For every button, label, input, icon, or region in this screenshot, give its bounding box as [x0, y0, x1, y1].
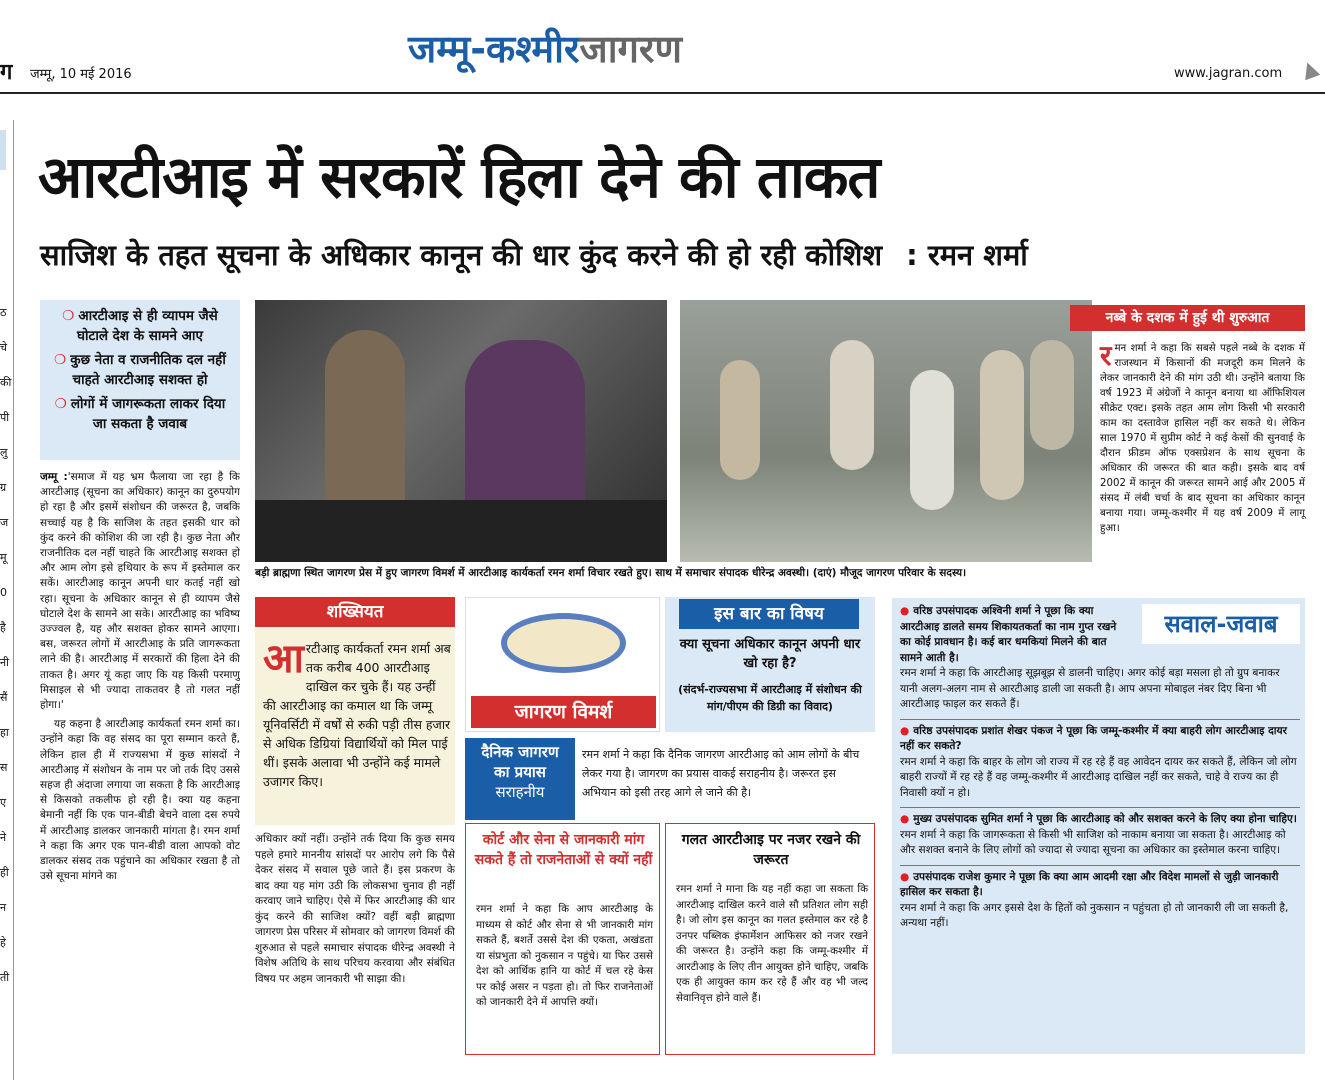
edge-fragment: ठ: [0, 306, 7, 319]
topic-title: इस बार का विषय: [679, 599, 859, 629]
left-edge-strip: [0, 120, 14, 1080]
edge-fragment: 0: [0, 586, 7, 599]
edition-date: जम्मू, 10 मई 2016: [30, 67, 132, 82]
vimarsh-logo: [465, 597, 660, 732]
edge-fragment: मू: [0, 551, 7, 564]
masthead-rule: [0, 92, 1325, 94]
subheadline-speaker: : रमन शर्मा: [906, 238, 1028, 272]
qa-answer: रमन शर्मा ने कहा कि बाहर के लोग जो राज्य में रह रहे हैं वह आवेदन दायर कर सकते हैं, लेकिन जो लोग बाहरी राज्यों में रह रहे हैं वह जम्मू-कश्मीर में आरटीआइ दाखिल नहीं कर सकते, चाहे वे राज्य का ही निवासी क्यों न हो।: [900, 755, 1297, 799]
nineties-box: [1100, 305, 1305, 585]
masthead-left-glyph: ग: [0, 60, 13, 85]
nineties-title: नब्बे के दशक में हुई थी शुरुआत: [1070, 305, 1305, 331]
dateline: जम्मू :: [40, 471, 68, 483]
edge-fragment: ज: [0, 516, 9, 529]
qa-answer: रमन शर्मा ने कहा कि आरटीआइ सूझबूझ से डालनी चाहिए। अगर कोई बड़ा मसला हो तो ग्रुप बनाकर यानी अलग-अलग नाम से आरटीआइ डाली जा सकती है। आप अपना मोबाइल नंबर दिए बिना भी आरटीआइ फाइल कर सकते हैं।: [900, 667, 1280, 710]
qa-question: ● मुख्य उपसंपादक सुमित शर्मा ने पूछा कि आरटीआइ को और सशक्त करने के लिए क्या होना चाहिए।: [900, 813, 1297, 825]
edge-fragment: चे: [0, 341, 7, 354]
nineties-text: रमन शर्मा ने कहा कि सबसे पहले नब्बे के दशक में राजस्थान में किसानों की मजदूरी कम मिलने के लेकर जानकारी देने की मांग उठी थी। उन्होंने बताया कि वर्ष 1923 में अंग्रेजों ने कानून बनाया था ऑफिशियल सीक्रेट एक्ट। इसके तहत आम लोग किसी भी सरकारी काम का दस्तावेज हासिल नहीं कर सकते थे। लेकिन साल 1970 में सुप्रीम कोर्ट ने कई केसों की सुनवाई के दौरान फ्रीडम ऑफ एक्सप्रेशन के साथ सूचना के अधिकार की जरूरत की बात कही। इसके बाद वर्ष 2002 में कानून की जरूरत सामने आई और 2005 में संसद में लंबी चर्चा के बाद सूचना का अधिकार कानून बनाया गया। जम्मू-कश्मीर में यह वर्ष 2009 में लागू हुआ।: [1100, 339, 1305, 534]
highlight-item: ❍ कुछ नेता व राजनीतिक दल नहीं चाहते आरटीआइ सशक्त हो: [54, 352, 226, 388]
topic-context: (संदर्भ-राज्यसभा में आरटीआइ में संशोधन की मांग/पीएम की डिग्री का विवाद): [678, 683, 862, 713]
date: 10 मई 2016: [59, 67, 132, 82]
edition: जम्मू: [30, 67, 52, 82]
middle-column: अधिकार क्यों नहीं। उन्होंने तर्क दिया कि कुछ समय पहले हमारे माननीय सांसदों पर आरोप लगे कि पैसे देकर संसद में सवाल पूछे जाते हैं। इस प्रकरण के बाद क्या यह मांग उठी कि लोकसभा चुनाव ही नहीं करवाए जाने चाहिए। ऐसे में फिर आरटीआइ की धार कुंद करने की साजिश क्यों? वहीं बड़ी ब्राह्मणा जागरण प्रेस परिसर में सोमवार को जागरण विमर्श की शुरुआत से पहले समाचार संपादक धीरेन्द्र अवस्थी ने विशेष अतिथि के साथ परिचय करवाया और संबंधित विषय पर अहम जानकारी भी साझा की।: [255, 833, 455, 985]
subheadline-text: साजिश के तहत सूचना के अधिकार कानून की धार कुंद करने की हो रही कोशिश: [40, 238, 883, 272]
brand-logo: [408, 22, 682, 74]
profile-box: [255, 597, 455, 825]
highlights-box: [40, 300, 240, 460]
court-text: रमन शर्मा ने कहा कि आप आरटीआइ के माध्यम से कोर्ट और सेना से भी जानकारी मांग सकते हैं, बशर्ते उससे देश की एकता, अखंडता या संप्रभुता को नुकसान न पहुंचे। या फिर उससे देश को आर्थिक हानि या कोर्ट में चल रहे केस पर कोई असर न पड़ता हो। तो फिर राजनेताओं को जानकारी देने में आपत्ति क्यों।: [476, 903, 653, 1008]
qa-answer: रमन शर्मा ने कहा कि जागरूकता से किसी भी साजिश को नाकाम बनाया जा सकता है। आरटीआइ को और सशक्त बनाने के लिए लोगों को ज्यादा से ज्यादा सूचना का अधिकार का इस्तेमाल करना चाहिए।: [900, 828, 1286, 856]
profile-text: आरटीआइ कार्यकर्ता रमन शर्मा अब तक करीब 400 आरटीआइ दाखिल कर चुके हैं। यह उन्हीं की आरटीआइ का कमाल था कि जम्मू यूनिवर्सिटी में वर्षों से रुकी पड़ी तीस हजार से अधिक डिग्रियां विद्यार्थियों को मिल पाई थीं। इसके अलावा भी उन्होंने कई मामले उजागर किए।: [263, 636, 451, 789]
qa-question: ● वरिष्ठ उपसंपादक अश्विनी शर्मा ने पूछा कि क्या आरटीआइ डालते समय शिकायतकर्ता का नाम गुप्त रखने का कोई प्रावधान है। कई बार धमकियां मिलने की बात सामने आती है।: [900, 605, 1117, 664]
brand-part2: जागरण: [579, 27, 682, 71]
left-column: [40, 470, 240, 1070]
highlight-item: ❍ लोगों में जागरूकता लाकर दिया जा सकता है जवाब: [54, 396, 226, 432]
wrong-rti-title: गलत आरटीआइ पर नजर रखने की जरूरत: [681, 832, 861, 868]
vimarsh-logo-text: जागरण विमर्श: [471, 696, 656, 728]
qa-answer: रमन शर्मा ने कहा कि अगर इससे देश के हितों को नुकसान न पहुंचता हो तो जानकारी ली जा सकती है, अन्यथा नहीं।: [900, 901, 1289, 929]
edge-fragment: ए: [0, 796, 7, 809]
praise-title-box: [465, 738, 575, 820]
headline: आरटीआइ में सरकारें हिला देने की ताकत: [38, 143, 880, 211]
edge-fragment: हे: [0, 936, 6, 949]
edge-fragment: है: [0, 621, 6, 634]
profile-dropcap: आ: [263, 636, 304, 682]
edge-fragment: हा: [0, 726, 9, 739]
masthead: [0, 0, 1325, 92]
praise-text: रमन शर्मा ने कहा कि दैनिक जागरण आरटीआइ को आम लोगों के बीच लेकर गया है। जागरण का प्रयास वाकई सराहनीय है। जरूरत इस अभियान को इसी तरह आगे ले जाने की है।: [582, 748, 860, 799]
brand-part1: जम्मू-कश्मीर: [408, 27, 580, 71]
subheadline: [40, 235, 1300, 274]
wrong-rti-text: रमन शर्मा ने माना कि यह नहीं कहा जा सकता कि आरटीआइ दाखिल करने वाले सौ प्रतिशत लोग सही है। जो लोग इस कानून का गलत इस्तेमाल कर रहे है उनपर पब्लिक इंफार्मेशन आफिसर को नजर रखने की जरूरत है। उन्होंने कहा कि जम्मू-कश्मीर में आरटीआइ के लिए तीन आयुक्त होने चाहिए, जबकि एक ही आयुक्त काम कर रहे हैं और वह भी जल्द सेवानिवृत्त होने वाले हैं।: [676, 883, 868, 1004]
edge-fragment: सैं: [0, 691, 8, 704]
edge-fragment: ग्र: [0, 481, 7, 494]
body-para-2: यह कहना है आरटीआइ कार्यकर्ता रमन शर्मा का। उन्होंने कहा कि वह संसद का पूरा सम्मान करते हैं, लेकिन हाल ही में राज्यसभा में कुछ सांसदों ने आरटीआइ में संशोधन के नाम पर जो तर्क दिए उससे सहज ही अंदाजा लगाया जा सकता है कि आरटीआइ से किसको तकलीफ हो रही है। क्या यह कहना बेमानी नहीं कि एक पान-बीडी बेचने वाला दस रुपये में आरटीआइ डालकर जानकारी मांगता है। रमन शर्मा ने कहा कि अगर एक पान-बीडी वाला आपको वोट डालकर संसद तक पहुंचाने का अधिकार रखता है तो उसे सूचना मांगने का: [40, 718, 240, 883]
edge-fragment: न: [0, 901, 7, 914]
cursor-icon: [1300, 60, 1321, 81]
nineties-dropcap: र: [1100, 339, 1112, 372]
qa-box: [892, 598, 1305, 1054]
qa-item: [900, 604, 1130, 666]
qa-question: ● उपसंपादक राजेश कुमार ने पूछा कि क्या आम आदमी रक्षा और विदेश मामलों से जुड़ी जानकारी हासिल कर सकता है।: [900, 870, 1279, 898]
qa-list: [900, 604, 1300, 932]
court-box: [465, 823, 660, 1055]
website-url[interactable]: www.jagran.com: [1174, 66, 1283, 81]
photo-caption: बड़ी ब्राह्मणा स्थित जागरण प्रेस में हुए जागरण विमर्श में आरटीआइ कार्यकर्ता रमन शर्मा विचार रखते हुए। साथ में समाचार संपादक धीरेन्द्र अवस्थी। (दाएं) मौजूद जागरण परिवार के सदस्य।: [255, 567, 967, 579]
edge-fragment: स: [0, 761, 8, 774]
wrong-rti-box: [665, 823, 875, 1055]
edge-fragment: लु: [0, 446, 8, 459]
profile-title: शख्सियत: [255, 597, 455, 627]
edge-fragment: ने: [0, 831, 7, 844]
court-title: कोर्ट और सेना से जानकारी मांग सकते हैं तो राजनेताओं से क्यों नहीं: [474, 832, 653, 868]
praise-title-3: सराहनीय: [495, 783, 545, 801]
round-table-icon: [501, 613, 626, 673]
photo-speaker: [255, 300, 667, 562]
edge-fragment: पी: [0, 411, 10, 424]
photo-audience: [680, 300, 1092, 562]
edge-fragment: ही: [0, 866, 9, 879]
edge-fragment: की: [0, 376, 12, 389]
qa-title: सवाल-जवाब: [1142, 604, 1300, 644]
edge-fragment: ती: [0, 971, 10, 984]
qa-question: ● वरिष्ठ उपसंपादक प्रशांत शेखर पंकज ने पूछा कि जम्मू-कश्मीर में क्या बाहरी लोग आरटीआइ दायर नहीं कर सकते?: [900, 724, 1287, 752]
topic-question: क्या सूचना अधिकार कानून अपनी धार खो रहा है?: [679, 637, 861, 671]
praise-title-2: का प्रयास: [494, 763, 546, 781]
topic-box: [665, 597, 875, 732]
body-para-1: 'समाज में यह भ्रम फैलाया जा रहा है कि आरटीआइ (सूचना का अधिकार) कानून का दुरुपयोग हो रहा है और इसमें संशोधन की जरूरत है, जबकि सच्चाई यह है कि साजिश के तहत इसकी धार को कुंद करने की कोशिश की जा रही है। कुछ नेता और राजनीतिक दल नहीं चाहते कि आरटीआइ सशक्त हो और आम लोग इसे हथियार के रूप में इस्तेमाल कर सकें। आरटीआइ कानून अपनी धार कतई नहीं खो रहा। सूचना के अधिकार कानून से ही व्यापम जैसे घोटाले देश के सामने आ सके। आरटीआइ का भविष्य उज्ज्वल है, यह और सशक्त होकर सामने आएगा। बस, जरूरत लोगों में आरटीआइ के प्रति जागरूकता लाने की है। आरटीआइ में सरकारों की हिला देने की ताकत है। अगर यूं कहा जाए कि यह किसी परमाणु मिसाइल से भी ज्यादा ताकतवर है तो गलत नहीं होगा।': [40, 471, 240, 712]
highlight-item: ❍ आरटीआइ से ही व्यापम जैसे घोटाले देश के सामने आए: [62, 308, 218, 344]
edge-fragment: नी: [0, 656, 9, 669]
praise-title-1: दैनिक जागरण: [481, 743, 559, 761]
